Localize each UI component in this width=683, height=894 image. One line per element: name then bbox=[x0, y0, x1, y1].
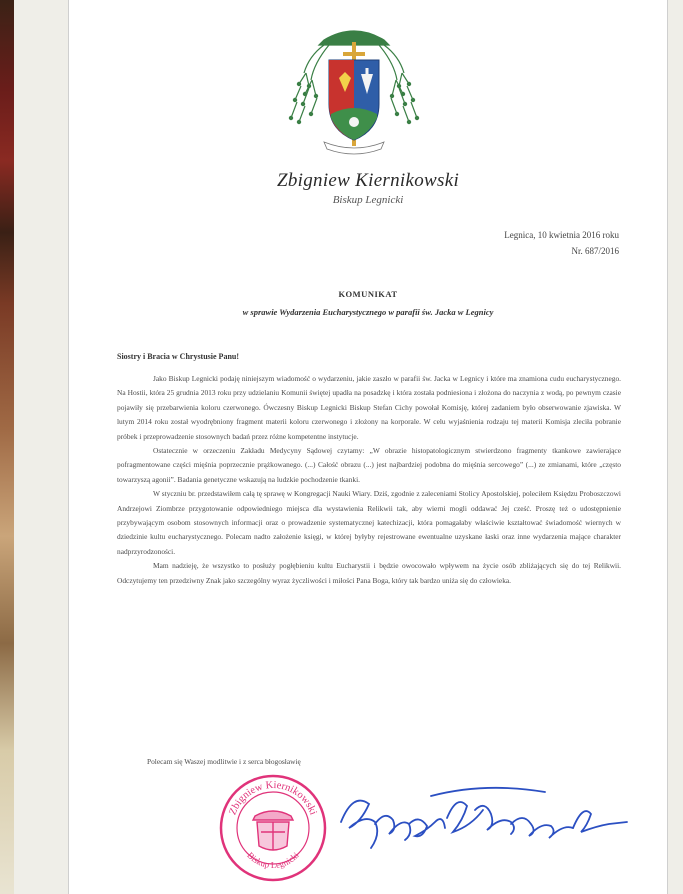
salutation: Siostry i Bracia w Chrystusie Panu! bbox=[117, 352, 239, 361]
stamp-outer-text: Zbigniew Kiernikowski bbox=[227, 779, 319, 817]
sender-title: Biskup Legnicki bbox=[332, 194, 404, 206]
document-title: KOMUNIKAT bbox=[338, 289, 398, 299]
closing-line: Polecam się Waszej modlitwie i z serca błogosławię bbox=[147, 757, 301, 766]
handwritten-signature bbox=[335, 774, 635, 864]
svg-text:Biskup Legnicki bbox=[245, 850, 301, 870]
official-stamp bbox=[217, 772, 329, 884]
stamp-inner-text: Biskup Legnicki bbox=[245, 850, 301, 871]
coat-of-arms-icon bbox=[269, 18, 439, 158]
paragraph: Ostatecznie w orzeczeniu Zakładu Medycyny Sądowej czytamy: „W obrazie histopatologicznym stwierdzono fragmenty tkankowe zawierające pofragmentowane części mięśnia poprzecznie prążkowanego. (...) Całość obrazu (...) jest najbardziej podobna do mięśnia sercowego” (...) ze zmianami, które „często towarzyszą agonii”. Badania genetyczne wskazują na ludzkie pochodzenie tkanki. bbox=[117, 446, 621, 484]
place-date: Legnica, 10 kwietnia 2016 roku bbox=[504, 230, 619, 240]
sender-name: Zbigniew Kiernikowski bbox=[276, 170, 460, 191]
paragraph: Jako Biskup Legnicki podaję niniejszym wiadomość o wydarzeniu, jakie zaszło w parafii św. Jacka w Legnicy i które ma znamiona cudu eucharystycznego. Na Hostii, która 25 grudnia 2013 roku przy udzielaniu Komunii świętej upadła na posadzkę i która została podniesiona i złożona do naczynia z wodą, po pewnym czasie pojawiły się przebarwienia koloru czerwonego. Ówczesny Biskup Legnicki Biskup Stefan Cichy powołał Komisję, której zadaniem było obserwowanie zjawiska. W lutym 2014 roku został wyodrębniony fragment materii koloru czerwonego i złożony na korporale. W celu wyjaśnienia rodzaju tej materii Komisja zleciła pobranie próbek i przeprowadzenie stosownych badań przez różne kompetentne instytucje. bbox=[117, 374, 621, 441]
background-photo-strip bbox=[0, 0, 14, 894]
background-margin bbox=[14, 0, 68, 894]
paragraph: W styczniu br. przedstawiłem całą tę sprawę w Kongregacji Nauki Wiary. Dziś, zgodnie z zaleceniami Stolicy Apostolskiej, poleciłem Księdzu Proboszczowi Andrzejowi Ziombrze przygotowanie odpowiedniego miejsca dla wystawienia Relikwii tak, aby wierni mogli oddawać Jej cześć. Proszę też o udostępnienie przybywającym osobom stosownych informacji oraz o prowadzenie systematycznej katechizacji, która pomagałaby właściwie kształtować świadomość wiernych w dziedzinie kultu eucharystycznego. Polecam nadto założenie księgi, w której byłyby rejestrowane ewentualne uzyskane łaski oraz inne wydarzenia mające charakter nadprzyrodzoności. bbox=[117, 489, 621, 556]
reference-number: Nr. 687/2016 bbox=[571, 246, 619, 256]
paragraph: Mam nadzieję, że wszystko to posłuży pogłębieniu kultu Eucharystii i będzie owocowało wpływem na życie osób zbliżających się do tej Relikwii. Odczytujemy ten przedziwny Znak jako szczególny wyraz życzliwości i miłości Pana Boga, który tak bardzo uniża się do człowieka. bbox=[117, 561, 621, 585]
letter-body bbox=[117, 372, 621, 588]
letter-sheet bbox=[68, 0, 668, 894]
document-subtitle: w sprawie Wydarzenia Eucharystycznego w parafii św. Jacka w Legnicy bbox=[242, 307, 494, 317]
